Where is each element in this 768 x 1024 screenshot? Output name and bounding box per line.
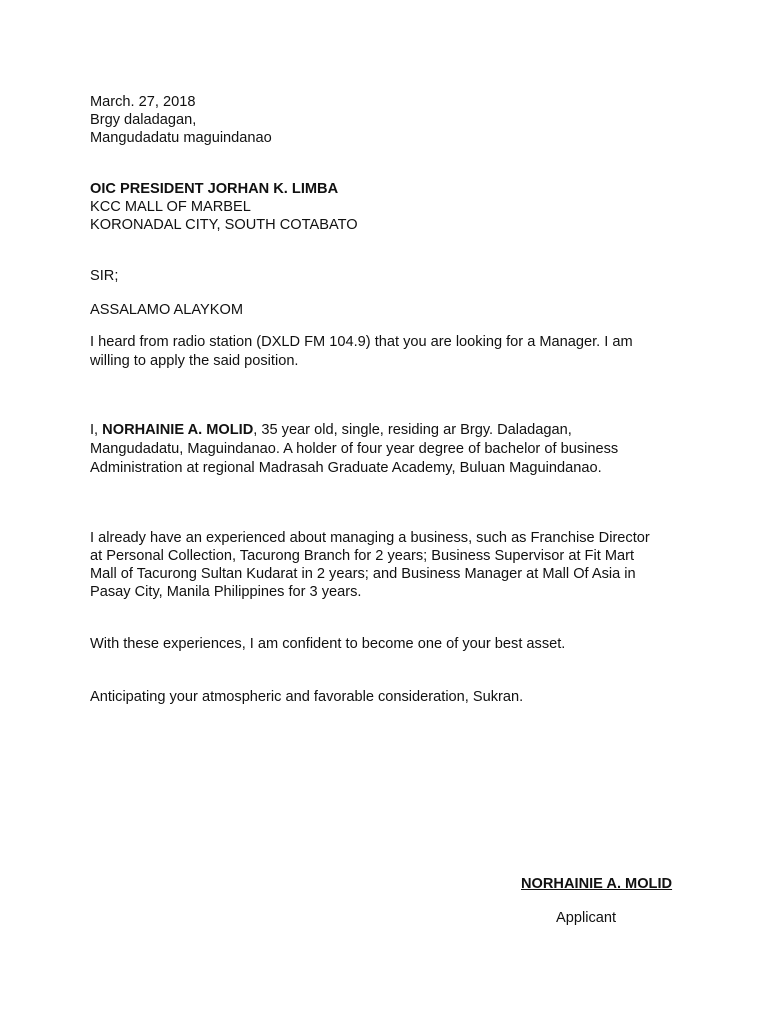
- signature-name: NORHAINIE A. MOLID: [521, 876, 673, 892]
- greeting-text: ASSALAMO ALAYKOM: [90, 302, 244, 318]
- body-paragraph-3: [90, 529, 680, 601]
- salutation: [90, 267, 680, 285]
- p5-text: Anticipating your atmospheric and favorable consideration, Sukran.: [90, 689, 524, 705]
- body-paragraph-2: [90, 421, 680, 478]
- applicant-name-inline: NORHAINIE A. MOLID: [102, 422, 254, 438]
- recipient-name: OIC PRESIDENT JORHAN K. LIMBA: [90, 181, 339, 197]
- p3-line1: I already have an experienced about managing a business, such as Franchise Director: [90, 530, 650, 546]
- p2-line3: Administration at regional Madrasah Graduate Academy, Buluan Maguindanao.: [90, 460, 602, 476]
- p1-line2: willing to apply the said position.: [90, 353, 299, 369]
- body-paragraph-1: [90, 333, 680, 371]
- body-paragraph-4: [90, 635, 680, 653]
- recipient-block: [90, 180, 680, 234]
- p3-line3: Mall of Tacurong Sultan Kudarat in 2 years; and Business Manager at Mall Of Asia in: [90, 566, 636, 582]
- p3-line4: Pasay City, Manila Philippines for 3 years.: [90, 584, 362, 600]
- sender-block: [90, 93, 680, 147]
- p2-line2: Mangudadatu, Maguindanao. A holder of four year degree of bachelor of business: [90, 441, 619, 457]
- p2-prefix: I,: [90, 422, 103, 438]
- signature-title: Applicant: [556, 910, 617, 926]
- p4-text: With these experiences, I am confident to become one of your best asset.: [90, 636, 566, 652]
- body-paragraph-5: [90, 688, 680, 706]
- greeting: [90, 301, 680, 319]
- p1-line1: I heard from radio station (DXLD FM 104.9) that you are looking for a Manager. I am: [90, 334, 633, 350]
- recipient-city: KORONADAL CITY, SOUTH COTABATO: [90, 217, 358, 233]
- letter-date: March. 27, 2018: [90, 94, 196, 110]
- sender-address-line2: Mangudadatu maguindanao: [90, 130, 272, 146]
- p3-line2: at Personal Collection, Tacurong Branch for 2 years; Business Supervisor at Fit Mart: [90, 548, 635, 564]
- sender-address-line1: Brgy daladagan,: [90, 112, 197, 128]
- salutation-text: SIR;: [90, 268, 119, 284]
- recipient-company: KCC MALL OF MARBEL: [90, 199, 251, 215]
- p2-line1: [90, 421, 680, 440]
- p2-line1-rest: , 35 year old, single, residing ar Brgy. Daladagan,: [253, 422, 572, 438]
